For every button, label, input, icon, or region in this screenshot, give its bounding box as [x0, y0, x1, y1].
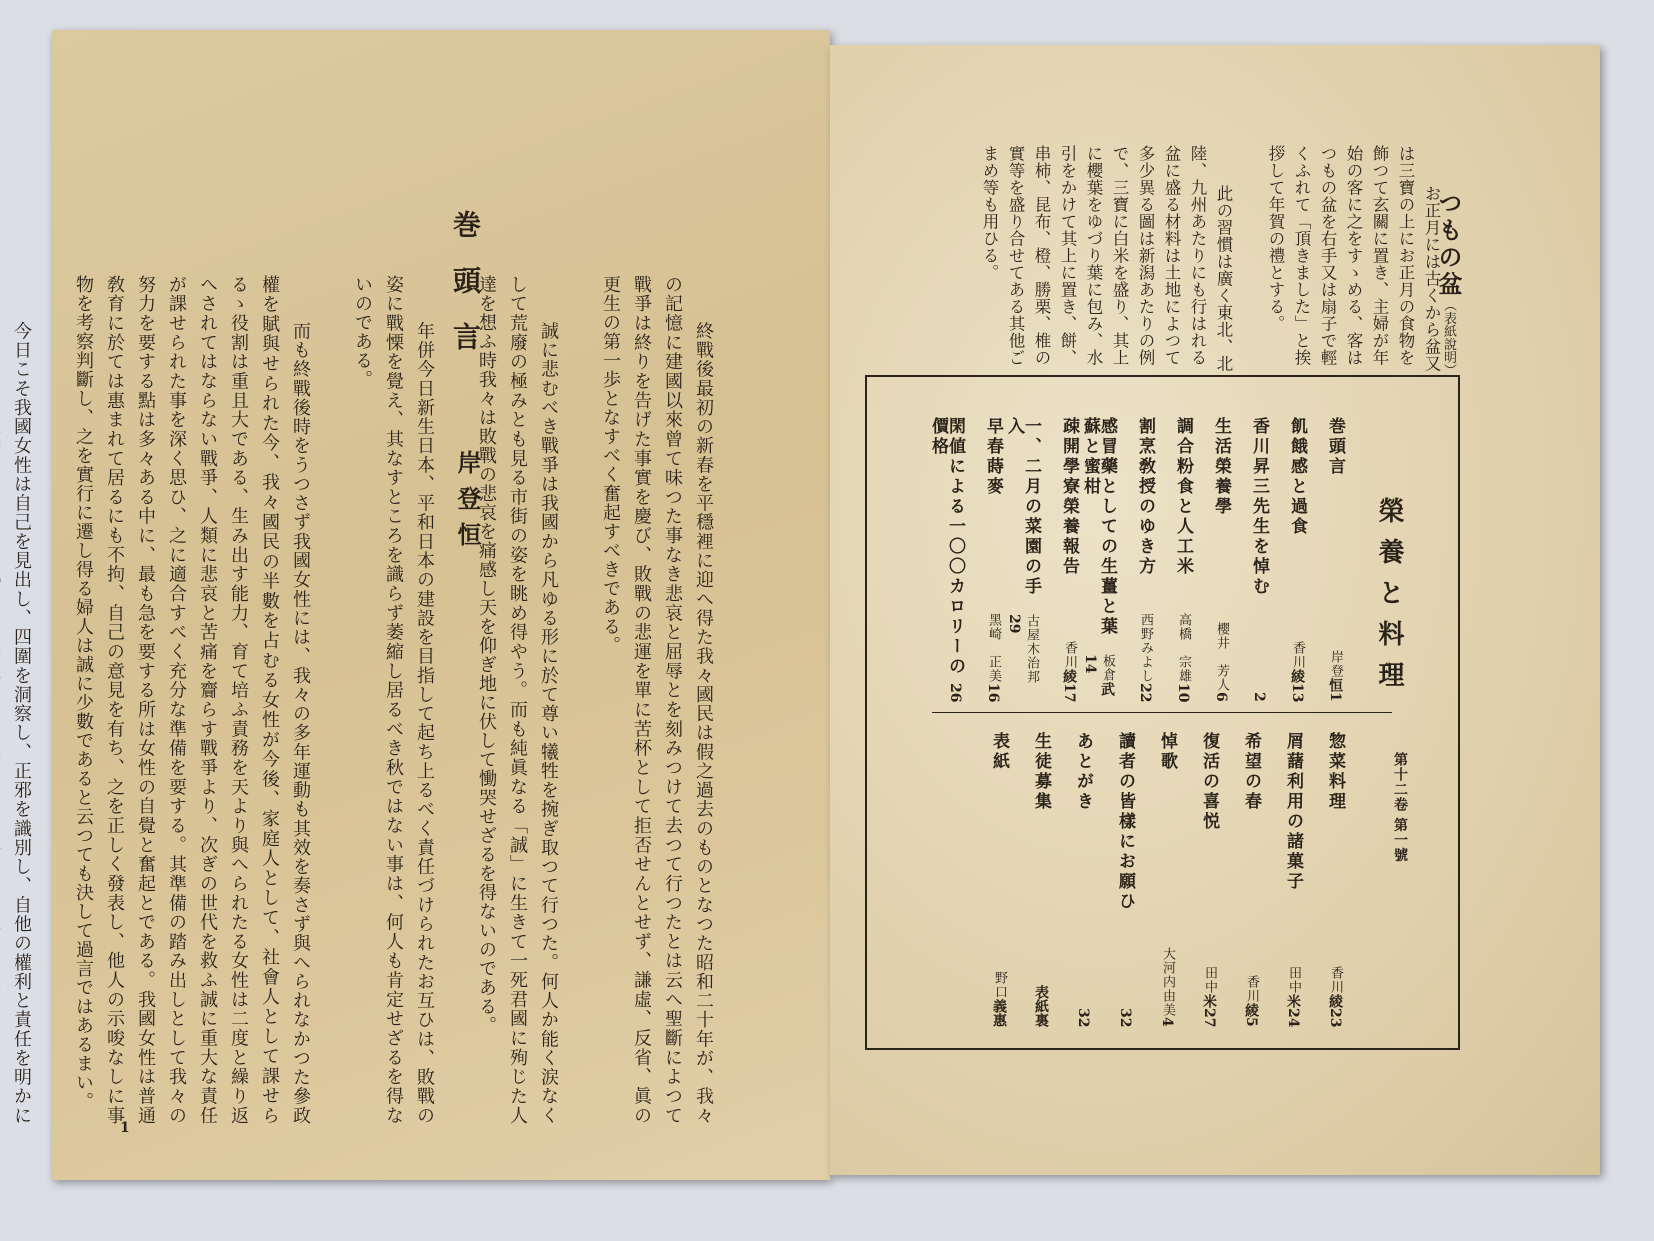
toc-entry-author: 野口 — [992, 971, 1007, 999]
toc-entry-page: 米24 — [1285, 993, 1301, 1027]
toc-entry[interactable] — [990, 732, 1007, 1027]
toc-entry-page: 16 — [985, 682, 1001, 702]
toc-entry-page: 26 — [947, 682, 963, 702]
toc-entry[interactable] — [1250, 417, 1267, 702]
toc-entry-title: 一、二月の菜園の手入 — [1004, 417, 1041, 597]
toc-entry-page: 32 — [1075, 1007, 1091, 1027]
toc-entry-page: 綾23 — [1327, 993, 1343, 1027]
toc-entry-author: 古屋木治邦 — [1024, 613, 1039, 684]
toc-entry-title: 希望の春 — [1241, 732, 1261, 812]
toc-entry-author: 岸登 — [1328, 650, 1343, 679]
toc-entry-title: 屑藷利用の諸菓子 — [1283, 732, 1303, 892]
toc-entry-page: 10 — [1175, 682, 1191, 702]
toc-entry-author: 大河内由美 — [1160, 947, 1175, 1018]
toc-entry-page: 32 — [1117, 1007, 1133, 1027]
tsumono-title-text: つもの盆 — [1434, 190, 1463, 299]
toc-entry-title: 生活榮養學 — [1211, 417, 1231, 517]
toc-entry-page: 22 — [1137, 682, 1153, 702]
tsumono-body — [924, 145, 1470, 375]
toc-entry[interactable] — [1326, 417, 1343, 702]
toc-entry[interactable] — [1005, 417, 1039, 702]
toc-entry[interactable] — [1200, 732, 1217, 1027]
toc-entry[interactable] — [1081, 417, 1115, 702]
toc-entry-title: 飢餓感と過食 — [1287, 417, 1307, 537]
toc-entry-author: 黑崎 正美 — [986, 612, 1001, 683]
toc-entry-page: 29 — [1006, 613, 1022, 634]
toc-entry-author: 板倉 — [1100, 653, 1115, 682]
toc-entry-author: 西野みよし — [1138, 612, 1153, 683]
toc-entry[interactable] — [1212, 417, 1229, 702]
tsumono-paragraph: お正月には古くから盆又は三寶の上にお正月の食物を飾つて玄關に置き、主婦が年始の客に之をすゝめる、客はつもの盆を右手又は扇子で輕くふれて「頂きました」と挨拶して年賀の禮とする。 — [1266, 145, 1441, 372]
toc-entry-title: 感冒藥としての生薑と葉蘇と蜜柑 — [1080, 417, 1117, 637]
toc-entry[interactable] — [984, 417, 1001, 702]
toc-entry-page: 2 — [1251, 692, 1267, 702]
toc-entry-title: 調合粉食と人工米 — [1173, 417, 1193, 577]
toc-entry[interactable] — [1158, 732, 1175, 1027]
tsumono-paragraph: 此の習慣は廣く東北、北陸、九州あたりにも行はれる盆に盛る材料は土地によつて多少異る圖は新潟あたりの例で、三寶に白米を盛り、其上に櫻葉をゆづり葉に包み、水引をかけて其上に置き、餅、串柿、昆布、橙、勝栗、椎の實等を盛り合せてある其他ごまめ等も用ひる。 — [980, 145, 1233, 372]
toc-entry-page: 4 — [1159, 1017, 1175, 1027]
toc-entry-author: 櫻井 芳人 — [1214, 622, 1229, 693]
toc-entry-title: 割烹敎授のゆき方 — [1135, 417, 1155, 577]
toc-entry-title: 復活の喜悦 — [1199, 732, 1219, 832]
toc-entry-author: 高橋 宗雄 — [1176, 612, 1191, 683]
toc-entry-author: 田中 — [1202, 965, 1217, 994]
editorial-paragraph: 而も終戰後時をうつさず我國女性には、我々の多年運動も其效を奏さず與へられなかつた參政權を賦與せられた今、我々國民の半數を占むる女性が今後、家庭人として、社會人として課せらるゝ役割は重且大である、生み出す能力、育て培ふ責務を天より與へられたる女性は二度と繰り返へされてはならない戰爭、人類に悲哀と苦痛を齎らす戰爭より、次ぎの世代を救ふ誠に重大な責任が課せられた事を深く思ひ、之に適合すべく充分な準備を要する。其準備の踏み出しとして我々の努力を要する點は多々ある中に、最も急を要する所は女性の自覺と奮起とである。我國女性は普通敎育に於ては惠まれて居るにも不拘、自己の意見を有ち、之を正しく發表し、他人の示唆なしに事物を考察判斷し、之を實行に遷し得る婦人は誠に少數であると云つても決して過言ではあるまい。 — [73, 275, 311, 1125]
toc-entry[interactable] — [1136, 417, 1153, 702]
toc-entry-title: 香川昇三先生を悼む — [1249, 417, 1269, 597]
toc-entry-title: 閑値による一〇〇カロリーの價格 — [928, 417, 965, 677]
toc-entry[interactable] — [929, 417, 963, 702]
toc-entry[interactable] — [1326, 732, 1343, 1027]
toc-entry-page: 米27 — [1201, 993, 1217, 1027]
toc-entry-title: 讀者の皆樣にお願ひ — [1115, 732, 1135, 912]
left-page — [11, 30, 830, 1180]
toc-entry-title: あとがき — [1073, 732, 1093, 812]
editorial-paragraph: 終戰後最初の新春を平穩裡に迎へ得た我々國民は假之過去のものとなつた昭和二十年が、我々の記憶に建國以來曾て味つた事なき悲哀と屈辱とを刻みつけて去つて行つたとは云へ聖斷によつて戰爭は終りを告げた事實を慶び、敗戰の悲運を單に苦杯として拒否せんとせず、謙虛、反省、眞の更生の第一歩となすべく奮起すべきである。 — [600, 275, 714, 1126]
toc-entry[interactable] — [1284, 732, 1301, 1027]
toc-entry-title: 巻頭言 — [1325, 417, 1345, 477]
magazine-title: 榮養と料理 — [1374, 497, 1404, 702]
toc-entry[interactable] — [1116, 732, 1133, 1027]
editorial-paragraph: 誠に悲むべき戰爭は我國から凡ゆる形に於て尊い犧牲を捥ぎ取つて行つた。何人か能く涙なくして荒廢の極みとも見る市街の姿を眺め得やう。而も純眞なる「誠」に生きて一死君國に殉じた人達を想ふ時我々は敗戰の悲哀を痛感し天を仰ぎ地に伏して慟哭せざるを得ないのである。 — [476, 275, 559, 1125]
toc-entry-page: 綾13 — [1289, 668, 1305, 702]
toc-entry-title: 生徒募集 — [1031, 732, 1051, 812]
toc-entry-title: 表紙 — [989, 732, 1009, 772]
toc-entry-title: 早春蒔麥 — [983, 417, 1003, 497]
toc-entry-page: 義惠 — [991, 999, 1007, 1027]
page-number: 1 — [120, 1120, 130, 1136]
toc-entry-page: 武14 — [1082, 653, 1115, 696]
toc-entry-author: 香川 — [1244, 975, 1259, 1004]
toc-entry[interactable] — [1032, 732, 1049, 1027]
toc-entry-page: 恒1 — [1327, 678, 1343, 702]
issue-label: 第十二卷 第一號 — [1392, 752, 1408, 863]
toc-entry[interactable] — [1074, 732, 1091, 1027]
right-page — [830, 45, 1600, 1175]
tsumono-subtitle: （表紙說明） — [1441, 298, 1456, 377]
toc-entry-title: 疎開學寮榮養報告 — [1059, 417, 1079, 577]
toc-entry-author: 香川 — [1328, 965, 1343, 994]
toc-entry-author: 田中 — [1286, 965, 1301, 994]
toc-entry-title: 悼歌 — [1157, 732, 1177, 772]
toc-divider — [932, 712, 1392, 713]
toc-entry-page: 綾17 — [1061, 668, 1077, 702]
toc-entry-author: 香川 — [1062, 640, 1077, 669]
toc-entry[interactable] — [1174, 417, 1191, 702]
editorial-paragraph: 今日こそ我國女性は自己を見出し、四圍を洞察し、正邪を識別し、自他の權利と責任を明かに — [11, 321, 32, 1125]
toc-entry[interactable] — [1060, 417, 1077, 702]
toc-entry-page: 綾5 — [1243, 1003, 1259, 1027]
toc-entry[interactable] — [1288, 417, 1305, 702]
editorial-author: 岸登恒 — [453, 450, 482, 558]
toc-entry-page: 表紙裏 — [1033, 985, 1049, 1027]
toc-entry-page: 6 — [1213, 692, 1229, 702]
toc-entry[interactable] — [1242, 732, 1259, 1027]
editorial-paragraph: 年併今日新生日本、平和日本の建設を目指して起ち上るべく責任づけられたお互ひは、敗戰の姿に戰慄を覺え、其なすところを識らず萎縮し居るべき秋ではない事は、何人も肯定せざるを得ないのである。 — [352, 275, 435, 1125]
editorial-body — [0, 275, 750, 1125]
toc-entry-author: 香川 — [1290, 640, 1305, 669]
editorial-title: 巻頭言 — [449, 210, 482, 378]
table-of-contents — [865, 375, 1460, 1050]
toc-entry-title: 惣菜料理 — [1325, 732, 1345, 812]
